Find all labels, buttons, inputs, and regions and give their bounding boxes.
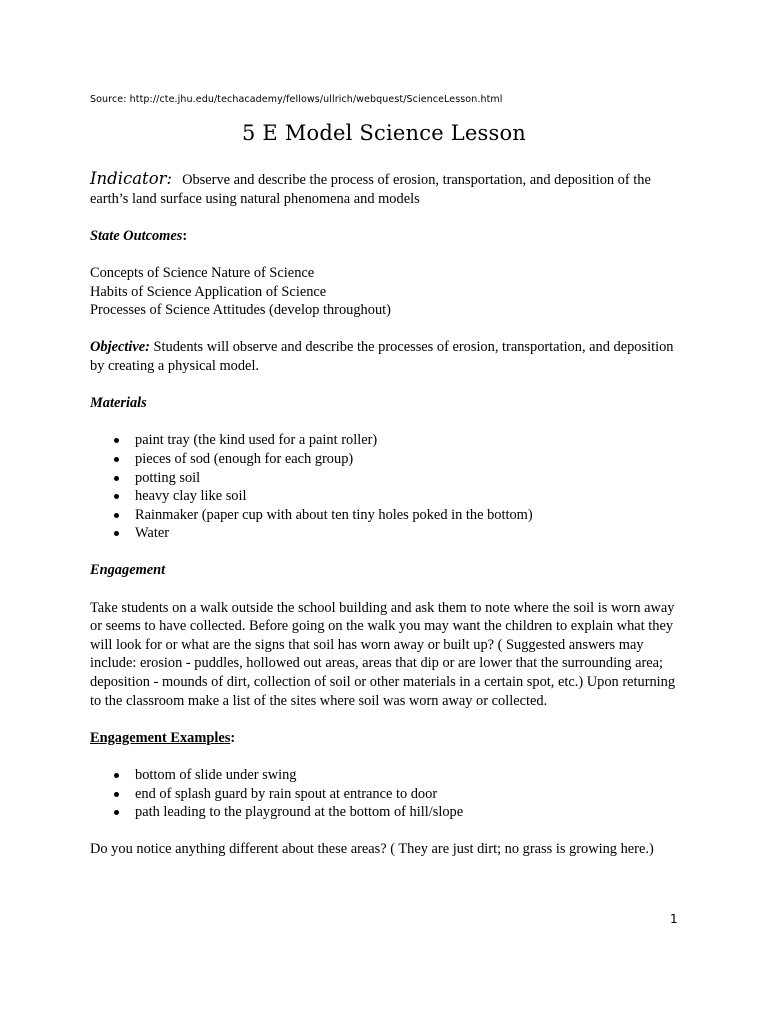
indicator-text: Observe and describe the process of erosion, transportation, and deposition of the earth’s land surface using natural phenomena and models	[90, 172, 651, 207]
list-item: bottom of slide under swing	[135, 766, 680, 785]
state-outcome-item: Processes of Science Attitudes (develop throughout)	[90, 302, 391, 319]
page-number: 1	[670, 912, 678, 926]
state-outcome-item: Habits of Science Application of Science	[90, 283, 327, 300]
objective-paragraph	[90, 338, 680, 375]
state-outcomes-heading: State Outcomes:	[90, 227, 188, 244]
list-item: Water	[135, 524, 680, 543]
document-body	[90, 170, 680, 859]
objective-label: Objective:	[90, 339, 150, 356]
objective-text: Students will observe and describe the processes of erosion, transportation, and deposition by creating a physical model.	[90, 339, 674, 374]
materials-heading: Materials	[90, 395, 147, 412]
materials-list	[90, 431, 680, 543]
list-item: path leading to the playground at the bottom of hill/slope	[135, 803, 680, 822]
list-item: pieces of sod (enough for each group)	[135, 450, 680, 469]
engagement-examples-heading: Engagement Examples:	[90, 729, 236, 746]
engagement-examples-list	[90, 766, 680, 822]
page-title: 5 E Model Science Lesson	[241, 121, 527, 145]
list-item: potting soil	[135, 469, 680, 488]
source-line: Source: http://cte.jhu.edu/techacademy/fellows/ullrich/webquest/ScienceLesson.html	[90, 94, 503, 105]
list-item: heavy clay like soil	[135, 487, 680, 506]
indicator-paragraph	[90, 170, 680, 208]
engagement-paragraph: Take students on a walk outside the school building and ask them to note where the soil is worn away or seems to have collected. Before going on the walk you may want the children to explain what they will look for or what are the signs that soil has worn away or built up? ( Suggested answers may include: erosion - puddles, hollowed out areas, areas that dip or are lower that the surrounding area; deposition - mounds of dirt, collection of soil or other materials in a certain spot, etc.) Upon returning to the classroom make a list of the sites where soil was worn away or collected.	[90, 599, 676, 709]
list-item: paint tray (the kind used for a paint roller)	[135, 431, 680, 450]
list-item: Rainmaker (paper cup with about ten tiny holes poked in the bottom)	[135, 506, 680, 525]
engagement-heading: Engagement	[90, 562, 166, 579]
indicator-label: Indicator:	[90, 169, 173, 188]
list-item: end of splash guard by rain spout at entrance to door	[135, 785, 680, 804]
state-outcome-item: Concepts of Science Nature of Science	[90, 264, 315, 281]
closing-question: Do you notice anything different about these areas? ( They are just dirt; no grass is growing here.)	[90, 841, 654, 858]
